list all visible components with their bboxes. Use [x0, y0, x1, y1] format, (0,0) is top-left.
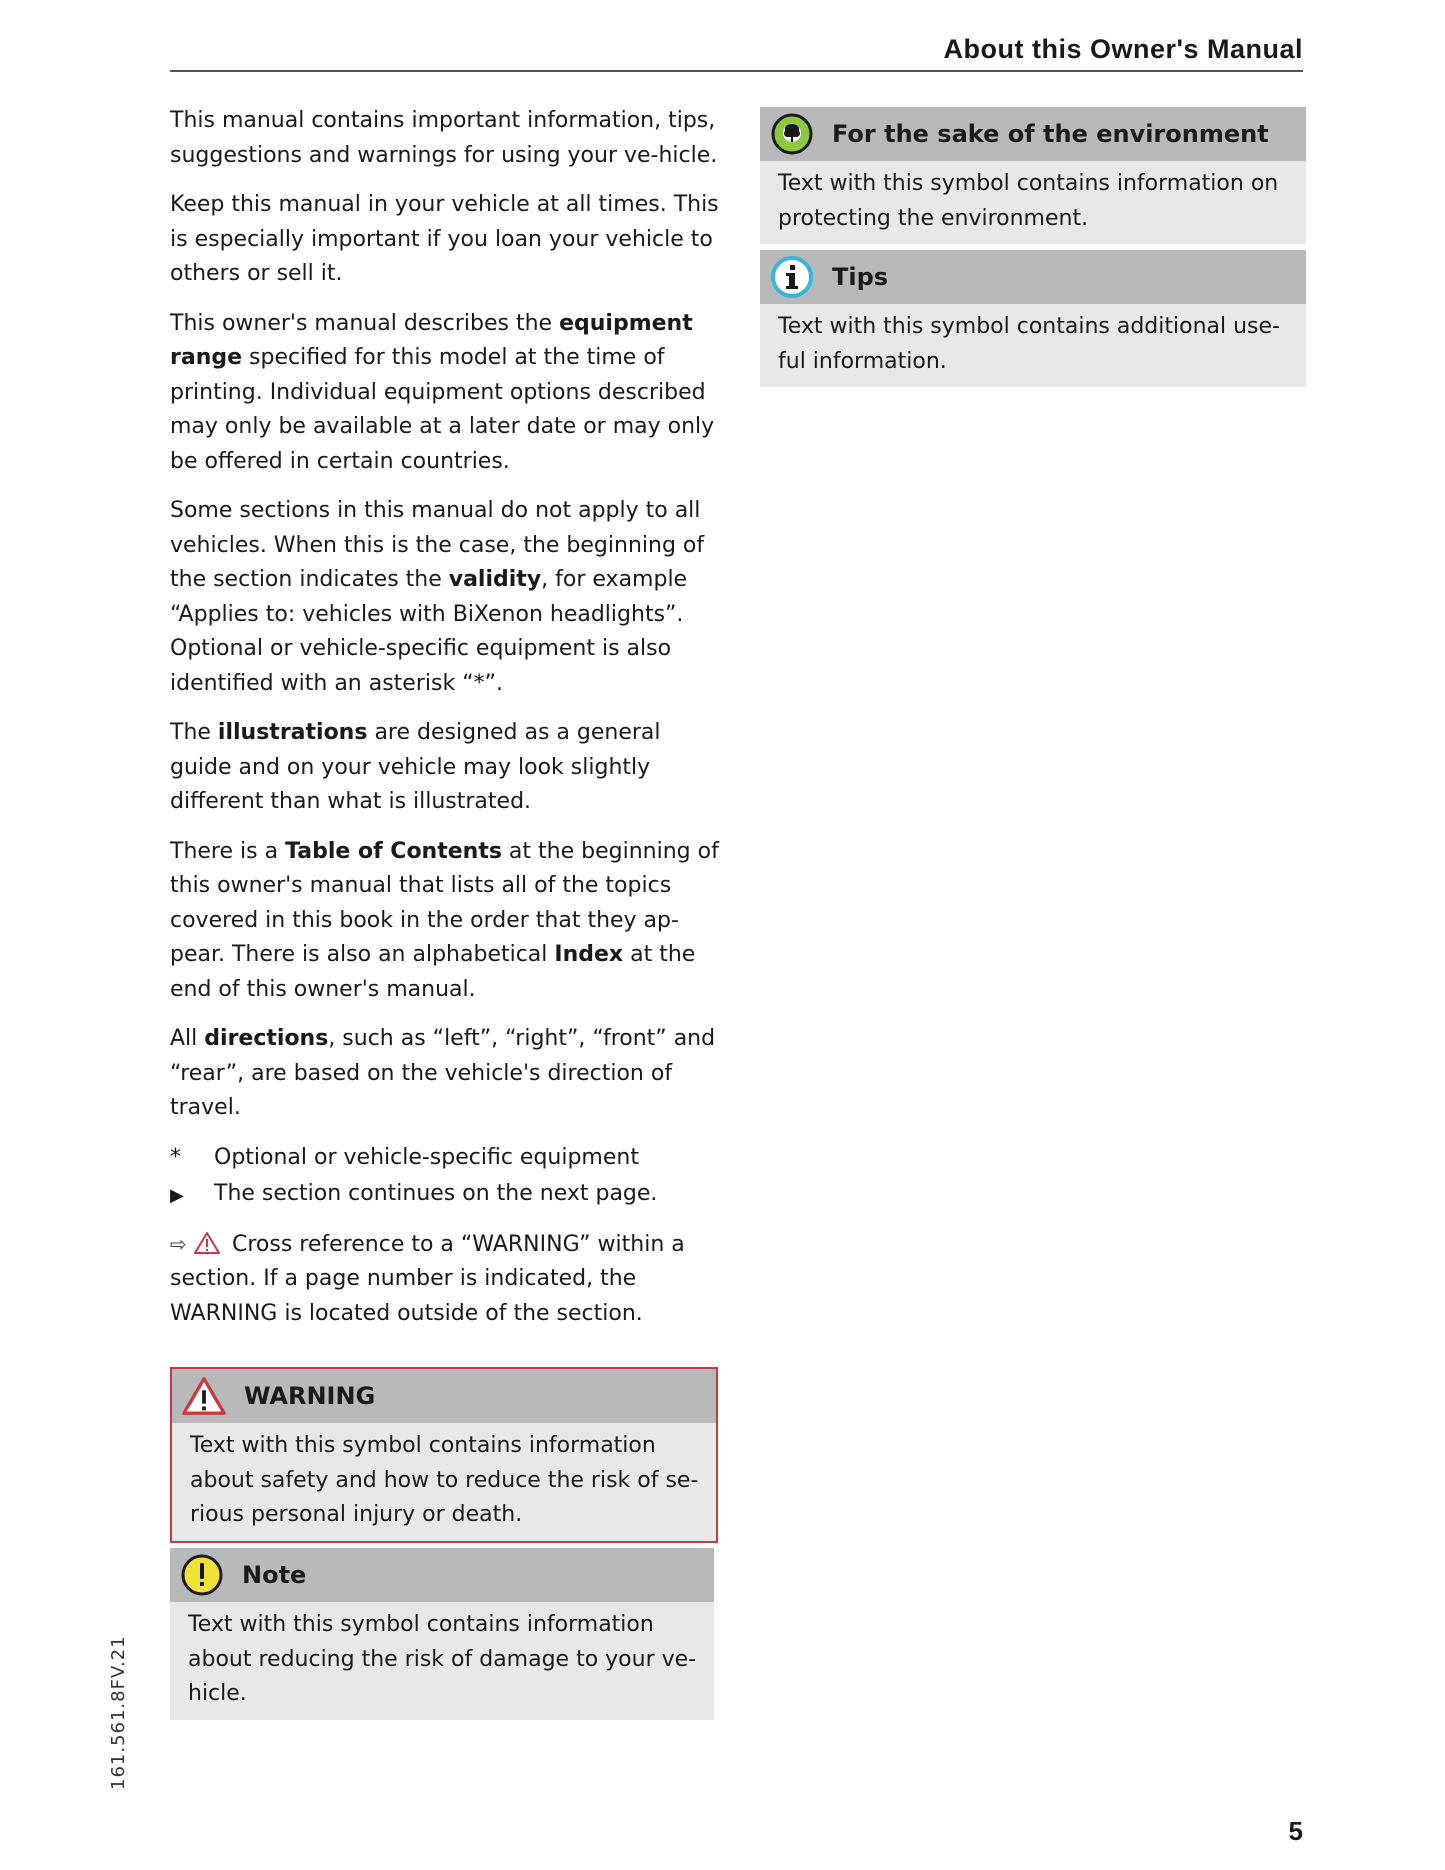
page-header-title: About this Owner's Manual — [943, 34, 1303, 64]
document-code: 161.561.8FV.21 — [108, 1635, 129, 1790]
cross-reference-note — [170, 1227, 720, 1332]
paragraph-text: This manual contains important information, tips, suggestions and warnings for using your ve-hicle. — [170, 108, 718, 168]
body-paragraph — [170, 104, 720, 173]
emphasized-term: directions — [204, 1026, 329, 1051]
intro-paragraphs — [170, 104, 720, 1126]
note-box — [170, 1548, 714, 1720]
paragraph-text: specified for this model at the time of printing. Individual equipment options described may only be available at a later date or may only be offered in certain countries. — [170, 345, 715, 474]
paragraph-text: Some sections in this manual do not apply to all vehicles. When this is the case, the beginning of the section indicates the — [170, 498, 705, 592]
body-paragraph — [170, 188, 720, 292]
environment-box-body: Text with this symbol contains information on protecting the environment. — [778, 171, 1279, 231]
legend-text: The section continues on the next page. — [214, 1181, 658, 1206]
emphasized-term: Table of Contents — [285, 838, 502, 864]
tips-box-title: Tips — [832, 263, 889, 291]
tips-box-body: Text with this symbol contains additional use-ful information. — [778, 314, 1280, 374]
exclamation-circle-icon — [180, 1553, 224, 1597]
body-paragraph — [170, 1022, 720, 1126]
header-divider — [170, 70, 1303, 72]
paragraph-text: The — [170, 720, 218, 745]
page-number: 5 — [1288, 1816, 1303, 1846]
xref-text: Cross reference to a “WARNING” within a section. If a page number is indicated, the WARNING is located outside of the section. — [170, 1231, 685, 1326]
note-box-header — [170, 1548, 714, 1602]
paragraph-text: at the beginning of this owner's manual that lists all of the topics covered in this book in the order that they ap-pear. There is also an alphabetical — [170, 838, 719, 967]
note-box-title: Note — [242, 1561, 307, 1589]
warning-box-body: Text with this symbol contains information about safety and how to reduce the risk of se-rious personal injury or death. — [190, 1433, 699, 1527]
warning-box — [170, 1367, 718, 1543]
emphasized-term: illustrations — [217, 720, 368, 745]
note-box-body: Text with this symbol contains information about reducing the risk of damage to your ve-hicle. — [188, 1612, 697, 1706]
paragraph-text: are designed as a general guide and on your vehicle may look slightly different than what is illustrated. — [170, 720, 661, 814]
paragraph-text: Keep this manual in your vehicle at all times. This is especially important if you loan your vehicle to others or sell it. — [170, 192, 719, 286]
tree-icon — [770, 112, 814, 156]
body-paragraph — [170, 716, 720, 820]
environment-box-title: For the sake of the environment — [832, 120, 1269, 148]
emphasized-term: Index — [554, 942, 624, 967]
left-column — [170, 104, 720, 1346]
warning-triangle-icon — [182, 1374, 226, 1418]
xref-symbol — [170, 1227, 232, 1263]
environment-box — [760, 107, 1306, 244]
emphasized-term: validity — [448, 567, 542, 592]
paragraph-text: , for example “Applies to: vehicles with BiXenon headlights”. Optional or vehicle-specific equipment is also identified with an asterisk “*”. — [170, 567, 688, 696]
continue-arrow-icon: ▶ — [170, 1185, 184, 1206]
body-paragraph — [170, 307, 720, 480]
paragraph-text: There is a — [170, 838, 286, 864]
legend-continues — [170, 1177, 720, 1214]
warning-box-header — [172, 1369, 716, 1423]
paragraph-text: , such as “left”, “right”, “front” and “rear”, are based on the vehicle's direction of travel. — [170, 1026, 716, 1120]
asterisk-symbol: * — [170, 1144, 181, 1170]
emphasized-term: equipment range — [170, 310, 693, 370]
tips-box-header — [760, 250, 1306, 304]
warning-box-title: WARNING — [244, 1382, 376, 1410]
legend-asterisk — [170, 1141, 720, 1176]
paragraph-text: All — [170, 1026, 205, 1051]
body-paragraph — [170, 494, 720, 701]
tips-box — [760, 250, 1306, 387]
legend-text: Optional or vehicle-specific equipment — [214, 1144, 639, 1170]
paragraph-text: at the end of this owner's manual. — [170, 942, 696, 1002]
info-icon — [770, 255, 814, 299]
small-warning-triangle-icon — [194, 1232, 220, 1254]
xref-arrow-icon: ⇨ — [170, 1231, 187, 1256]
body-paragraph — [170, 835, 720, 1008]
paragraph-text: This owner's manual describes the — [170, 310, 560, 336]
environment-box-header — [760, 107, 1306, 161]
